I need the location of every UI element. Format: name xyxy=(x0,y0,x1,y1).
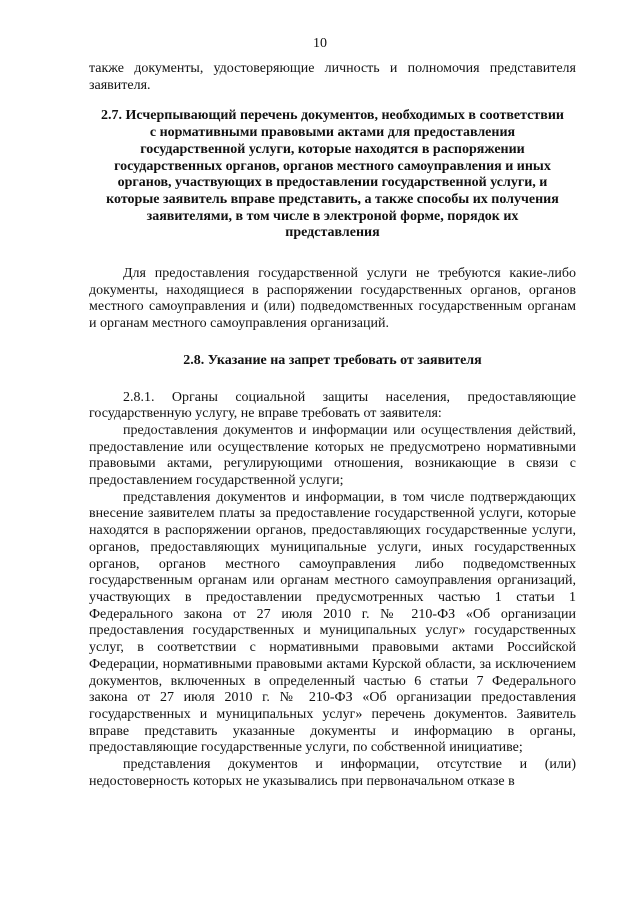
paragraph-2-8-1-item-2: представления документов и информации, в том числе подтверждающих внесение заявителем платы за предоставление государственной услуги, которые находятся в распоряжении органов, предоставляющих государственные услуги, органов, предоставляющих муниципальные услуги, иных государственных органов, органов местного самоуправления либо подведомственных государственным органам или органам местного самоуправления организаций, участвующих в предоставлении предусмотренных частью 1 статьи 1 Федерального закона от 27 июля 2010 г. № 210-ФЗ «Об организации предоставления государственных и муниципальных услуг» государственных услуг, в соответствии с нормативными правовыми актами Российской Федерации, нормативными правовыми актами Курской области, за исключением документов, включенных в определенный частью 6 статьи 7 Федерального закона от 27 июля 2010 г. № 210-ФЗ «Об организации предоставления государственных и муниципальных услуг» перечень документов. Заявитель вправе представить указанные документы и информацию в органы, предоставляющие государственные услуги, по собственной инициативе; xyxy=(89,489,576,756)
paragraph-2-8-1: 2.8.1. Органы социальной защиты населения, предоставляющие государственную услугу, не вправе требовать от заявителя: xyxy=(89,389,576,422)
paragraph-continuation: также документы, удостоверяющие личность и полномочия представителя заявителя. xyxy=(89,61,576,93)
page-number: 10 xyxy=(313,36,327,51)
paragraph-2-7-body: Для предоставления государственной услуги не требуются какие-либо документы, находящиеся в распоряжении государственных органов, органов местного самоуправления и (или) подведомственных государственным органам и органам местного самоуправления организаций. xyxy=(89,266,576,332)
page-content xyxy=(89,61,576,790)
spacer xyxy=(89,242,576,266)
paragraph-2-8-1-item-3: представления документов и информации, отсутствие и (или) недостоверность которых не указывались при первоначальном отказе в xyxy=(89,757,576,789)
paragraph-2-8-1-item-1: предоставления документов и информации или осуществления действий, предоставление или осуществление которых не предусмотрено нормативными правовыми актами, регулирующими отношения, возникающие в связи с предоставлением государственной услуги; xyxy=(89,422,576,489)
section-heading-2-7: 2.7. Исчерпывающий перечень документов, необходимых в соответствии с нормативными правовыми актами для предоставления государственной услуги, которые находятся в распоряжении государственных органов, органов местного самоуправления и иных органов, участвующих в предоставлении государственной услуги, и которые заявитель вправе представить, а также способы их получения заявителями, в том числе в электроной форме, порядок их представления xyxy=(101,108,564,241)
section-heading-2-8: 2.8. Указание на запрет требовать от заявителя xyxy=(183,352,482,368)
